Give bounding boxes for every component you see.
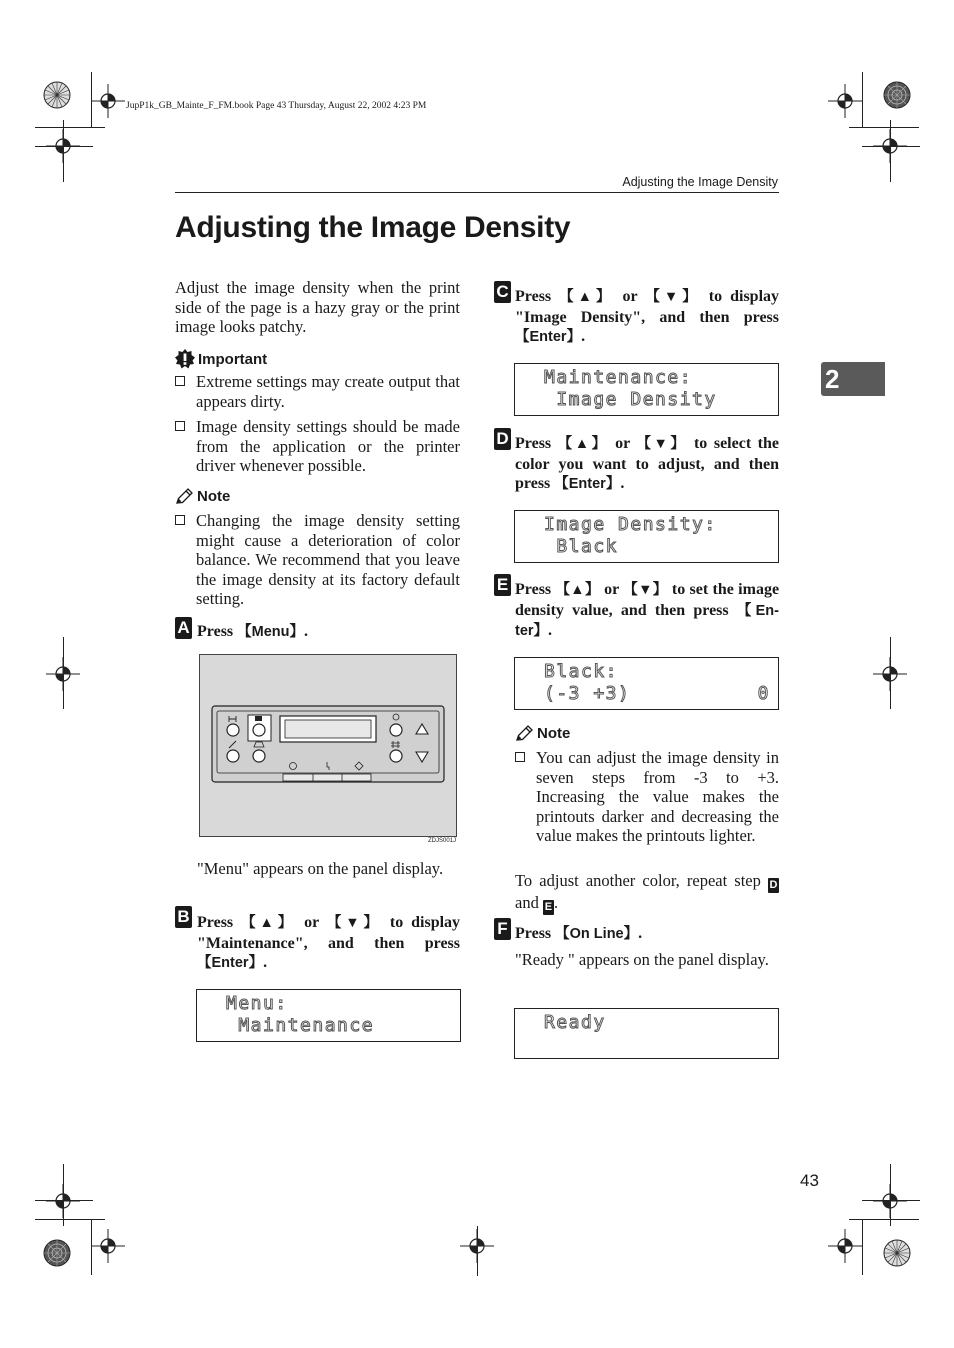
note-label: Note <box>197 488 231 505</box>
step-number-2: B <box>175 906 192 928</box>
lcd-display-maintenance: Maintenance: Image Density <box>514 363 779 416</box>
chapter-number: 2 <box>825 364 840 394</box>
lcd-display-ready: Ready <box>514 1008 779 1059</box>
pencil-icon <box>175 488 194 505</box>
menu-key: 【Menu】 <box>237 624 304 640</box>
important-label: Important <box>198 350 268 368</box>
chapter-tab <box>821 362 885 396</box>
step-number-1: A <box>175 617 192 639</box>
note-item: You can adjust the image density in seven steps from -3 to +3. Increasing the value makes the printouts darker and decreasing the value makes the printouts lighter. <box>515 748 779 846</box>
note-label: Note <box>537 725 571 742</box>
menu-caption: "Menu" appears on the panel display. <box>197 859 444 878</box>
header-rule <box>175 192 779 193</box>
step-ref-5: E <box>544 901 553 913</box>
source-filename: JupP1k_GB_Mainte_F_FM.book Page 43 Thursday, August 22, 2002 4:23 PM <box>126 101 427 111</box>
note-heading <box>515 725 570 742</box>
checkbox-bullet-icon <box>175 421 185 431</box>
step-5-text: Press 【▲】 or 【▼】 to set the image density value, and then press 【En-ter】. <box>515 581 780 639</box>
running-head: Adjusting the Image Density <box>622 175 778 189</box>
checkbox-bullet-icon <box>515 752 525 762</box>
step-ref-4: D <box>769 879 778 891</box>
control-panel-illustration <box>199 654 457 837</box>
on-line-key: 【On Line】 <box>555 926 639 942</box>
page-title: Adjusting the Image Density <box>175 211 571 244</box>
note-item: Changing the image density setting might cause a deterioration of color balance. We recommend that you leave the image density at its factory default setting. <box>175 511 460 609</box>
note-heading <box>175 488 230 505</box>
control-panel-drawing <box>200 655 456 836</box>
step-6-text: Press 【On Line】. <box>515 925 643 942</box>
lcd-display-image-density: Image Density: Black <box>514 510 779 563</box>
important-icon <box>175 349 195 369</box>
ready-caption: "Ready " appears on the panel display. <box>515 950 769 969</box>
step-number-5: E <box>494 574 511 596</box>
lcd-display-black: Black: (-3 +3) 0 <box>514 657 779 710</box>
checkbox-bullet-icon <box>175 515 185 525</box>
step-number-6: F <box>494 918 511 940</box>
lcd-display-menu: Menu: Maintenance <box>196 989 461 1042</box>
step-1-text: Press 【Menu】. <box>197 623 308 640</box>
step-number-3: C <box>494 281 511 303</box>
repeat-step-text: To adjust another color, repeat step D and E . <box>515 871 778 913</box>
step-number-4: D <box>494 428 511 450</box>
important-item: Extreme settings may create output that appears dirty. <box>175 372 460 411</box>
step-3-text: Press 【▲】 or 【▼】 to display "Image Density", and then press 【Enter】. <box>515 288 780 345</box>
figure-code: ZDJS001J <box>428 838 457 844</box>
page-number: 43 <box>800 1171 819 1190</box>
important-heading <box>175 349 267 369</box>
step-2-text: Press 【▲】 or 【▼】 to display "Maintenance", and then press 【Enter】. <box>197 914 461 971</box>
checkbox-bullet-icon <box>175 376 185 386</box>
important-item: Image density settings should be made from the application or the printer driver whenever possible. <box>175 417 460 476</box>
intro-paragraph: Adjust the image density when the print side of the page is a hazy gray or the print image looks patchy. <box>175 278 460 337</box>
pencil-icon <box>515 725 534 742</box>
step-4-text: Press 【▲】 or 【▼】 to select the color you want to adjust, and then press 【Enter】. <box>515 435 780 492</box>
